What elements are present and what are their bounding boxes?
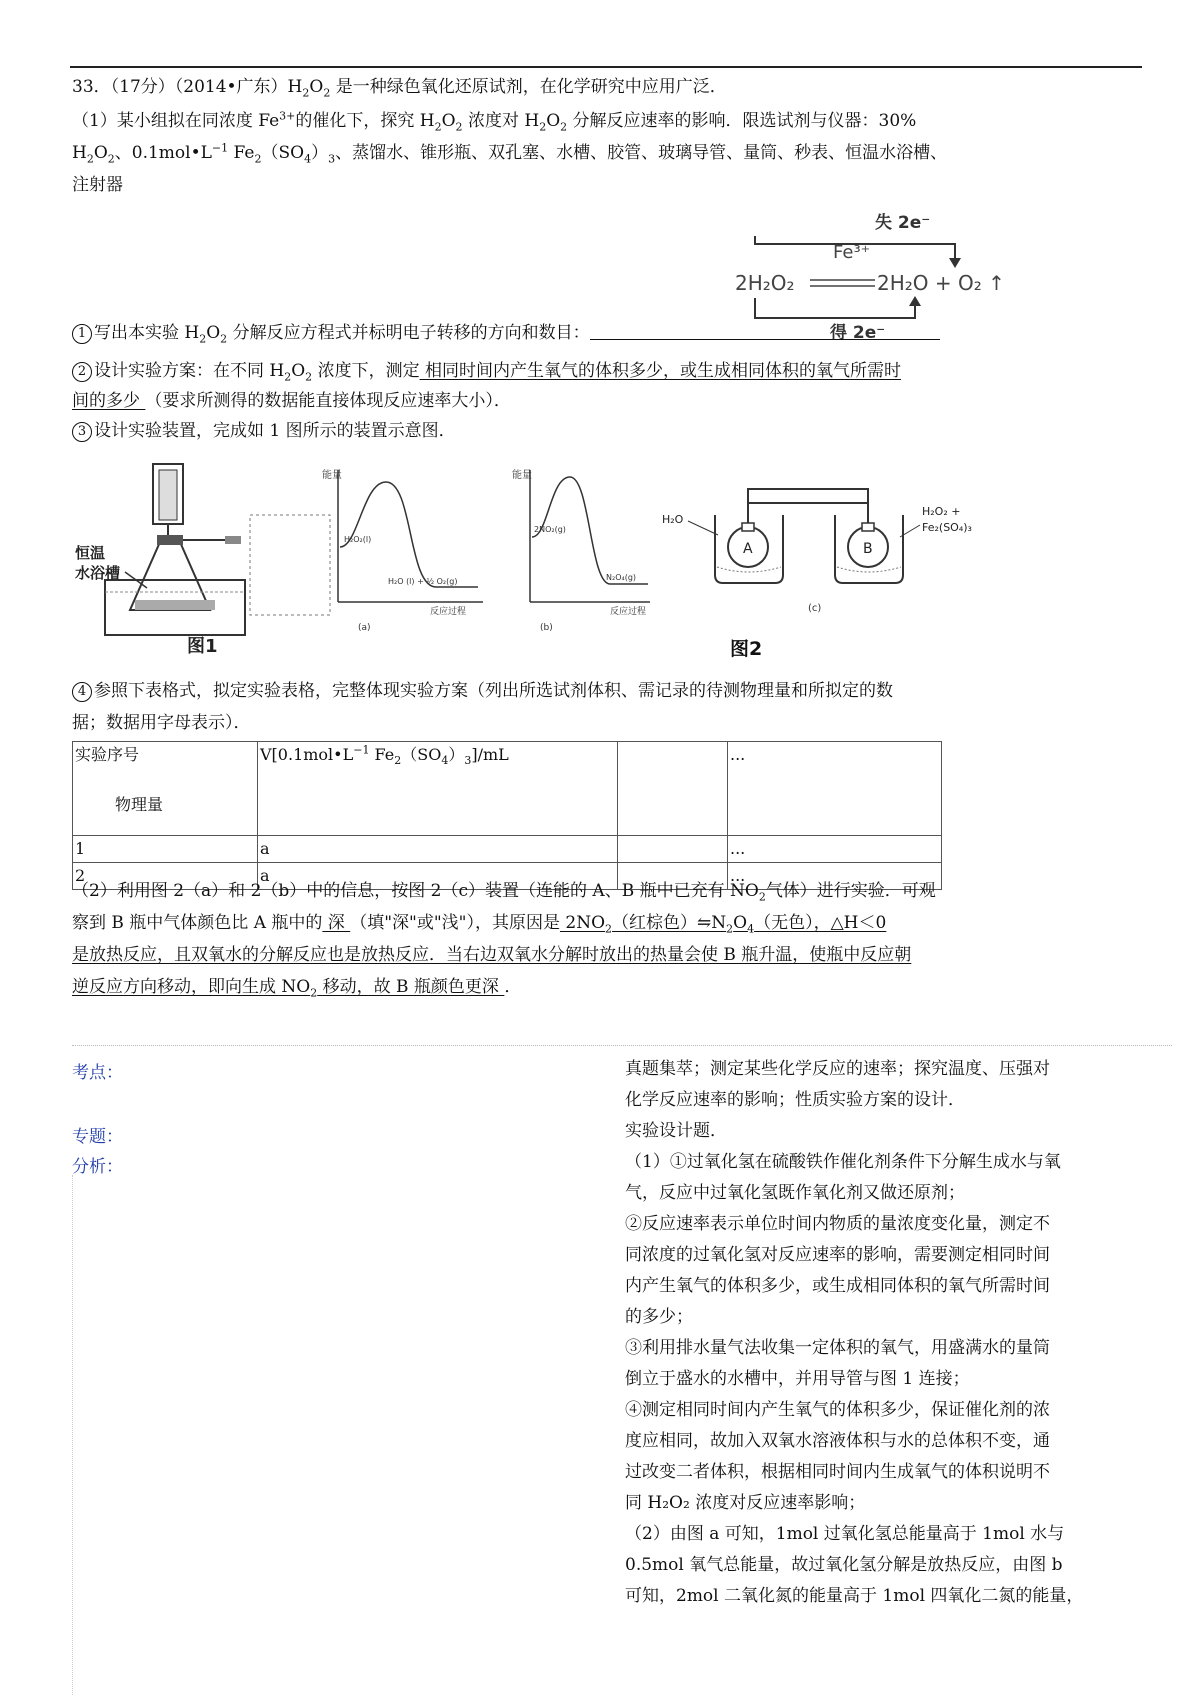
fig2-caption: 图2 <box>730 638 763 660</box>
eq-left: 2H₂O₂ <box>735 271 795 295</box>
fig2c-a-label: A <box>743 541 753 557</box>
fig2b-top-label: 2NO₂(g) <box>534 525 566 534</box>
fenxi-label: 分析： <box>72 1157 123 1177</box>
header-cell-seq: 实验序号 物理量 <box>73 742 258 836</box>
experiment-table <box>72 741 942 890</box>
fig2b-bottom-label: N₂O₄(g) <box>606 573 637 582</box>
part2-line3: 是放热反应，且双氧水的分解反应也是放热反应．当右边双氧水分解时放出的热量会使 B 瓶升温，使瓶中反应朝 <box>72 945 912 965</box>
fig1-hw-label: 恒温 <box>75 544 106 562</box>
table-header-row <box>73 742 942 836</box>
circled-4-icon: 4 <box>72 682 92 702</box>
fig2c-right-label1: H₂O₂ + <box>922 505 961 518</box>
q4-line1: 4 参照下表格式，拟定实验表格，完整体现实验方案（列出所选试剂体积、需记录的待测物理量和所拟定的数 <box>72 680 893 702</box>
q1-line: 1 写出本实验 $H_2O_2$ 分解反应方程式并标明电子转移的方向和数目： <box>72 322 940 344</box>
part1-line1: （1）某小组拟在同浓度 $Fe^{3+}$的催化下，探究 $H_2O_2$ 浓度对 $H_2O_2$ 分解反应速率的影响．限选试剂与仪器：30% <box>72 109 917 134</box>
eq-bottom-label: 得 2e⁻ <box>830 323 886 343</box>
fig2a-bottom-label: H₂O (l) + ½ O₂(g) <box>388 577 458 586</box>
fig2c-b-label: B <box>863 541 873 557</box>
answer-blank[interactable] <box>590 325 940 340</box>
q4-line2: 据；数据用字母表示）． <box>72 713 251 733</box>
part1-line2: $H_2O_2$、$0.1mol•L^{-1}$ $Fe_2(SO_4)_3$、蒸馏水、锥形瓶、双孔塞、水槽、胶管、玻璃导管、量筒、秒表、恒温水浴槽、 <box>72 141 948 166</box>
figure-2c-apparatus <box>660 485 990 620</box>
fig2c-h2o-label: H₂O <box>662 513 684 526</box>
eq-right: 2H₂O + O₂ ↑ <box>877 271 1005 295</box>
kaodian-text: 真题集萃；测定某些化学反应的速率；探究温度、压强对 化学反应速率的影响；性质实验方案的设计． <box>625 1059 1050 1110</box>
figure-1-apparatus <box>75 460 335 660</box>
fig2a-ylabel: 能量 <box>322 470 342 481</box>
eq-catalyst: Fe³⁺ <box>833 242 871 263</box>
fig2b-ylabel: 能量 <box>512 470 532 481</box>
fig1-hw-label2: 水浴槽 <box>75 564 121 582</box>
q3-line: 3 设计实验装置，完成如 1 图所示的装置示意图． <box>72 420 456 442</box>
figure-2a-energy <box>318 462 493 632</box>
part2-line4: 逆反应方向移动，即向生成 $NO_2$ 移动，故 B 瓶颜色更深 ． <box>72 977 522 1000</box>
row-seq: 1 <box>73 836 258 863</box>
fig2b-sub: (b) <box>540 623 553 632</box>
fig2a-xlabel: 反应过程 <box>430 607 467 617</box>
header-cell-volume: $V[0.1mol•L^{-1}$ $Fe_2(SO_4)_3]/mL$ <box>258 742 618 836</box>
fig2c-sub: (c) <box>808 603 822 614</box>
header-cell-more: ... <box>728 742 942 836</box>
circled-2-icon: 2 <box>72 362 92 382</box>
fig2a-top-label: H₂O₂(l) <box>344 535 372 544</box>
section-divider <box>72 1045 1172 1046</box>
fig2a-sub: (a) <box>358 623 371 632</box>
eq-top-label: 失 2e⁻ <box>875 213 931 233</box>
fig2c-right-label2: Fe₂(SO₄)₃ <box>922 521 972 534</box>
row-volume: a <box>258 863 618 890</box>
dotted-guide <box>72 1175 73 1695</box>
row-volume: a <box>258 836 618 863</box>
question-header: 33．（17分）（2014•广东）$H_2O_2$ 是一种绿色氧化还原试剂，在化学研究中应用广泛． <box>72 77 727 100</box>
circled-1-icon: 1 <box>72 324 92 344</box>
top-rule <box>70 66 1142 68</box>
header-cell-empty <box>618 742 728 836</box>
row-empty <box>618 836 728 863</box>
row-more: ... <box>728 836 942 863</box>
part2-line2: 察到 B 瓶中气体颜色比 A 瓶中的 深 （填"深"或"浅"），其原因是 $2NO_2$（红棕色）$⇋N_2O_4$（无色），△H＜0 <box>72 913 887 936</box>
row-more: ... <box>728 863 942 890</box>
fig2b-xlabel: 反应过程 <box>610 607 647 617</box>
q2-line1: 2 设计实验方案：在不同 $H_2O_2$ 浓度下，测定 相同时间内产生氧气的体积多少，或生成相同体积的氧气所需时 <box>72 360 901 382</box>
kaodian-label: 考点： <box>72 1063 123 1083</box>
zhuanti-text: 实验设计题． <box>625 1121 727 1141</box>
zhuanti-label: 专题： <box>72 1127 123 1147</box>
circled-3-icon: 3 <box>72 422 92 442</box>
figure-2b-energy <box>510 462 660 632</box>
row-seq: 2 <box>73 863 258 890</box>
fig1-caption: 图1 <box>187 636 218 657</box>
table-row <box>73 836 942 863</box>
part1-line3: 注射器 <box>72 175 123 195</box>
fenxi-text: （1）①过氧化氢在硫酸铁作催化剂条件下分解生成水与氧 气，反应中过氧化氢既作氧化剂又做还原剂； ②反应速率表示单位时间内物质的量浓度变化量，测定不 同浓度的过氧化氢对反应速率的影响，需要测定相同时间 内产生氧气的体积多少，或生成相同体积的氧气所需时间 的多少； ③利用排水量气法收集一定体积的氧气，用盛满水的量筒 倒立于盛水的水槽中，并用导管与图 1 连接； ④测定相同时间内产生氧气的体积多少，保证催化剂的浓 度应相同，故加入双氧水溶液体积与水的总体积不变，通 过改变二者体积，根据相同时间内生成氧气的体积说明不 同 H₂O₂ 浓度对反应速率影响； （2）由图 a 可知，1mol 过氧化氢总能量高于 1mol 水与 0.5mol 氧气总能量，故过氧化氢分解是放热反应，由图 b 可知，2mol 二氧化氮的能量高于 1mol 四氧化二氮的能量， <box>625 1152 1084 1606</box>
q2-line2: 间的多少 （要求所测得的数据能直接体现反应速率大小）． <box>72 391 511 411</box>
part2-line1: （2）利用图 2（a）和 2（b）中的信息，按图 2（c）装置（连能的 A、B 瓶中已充有 $NO_2$气体）进行实验．可观 <box>72 881 936 904</box>
